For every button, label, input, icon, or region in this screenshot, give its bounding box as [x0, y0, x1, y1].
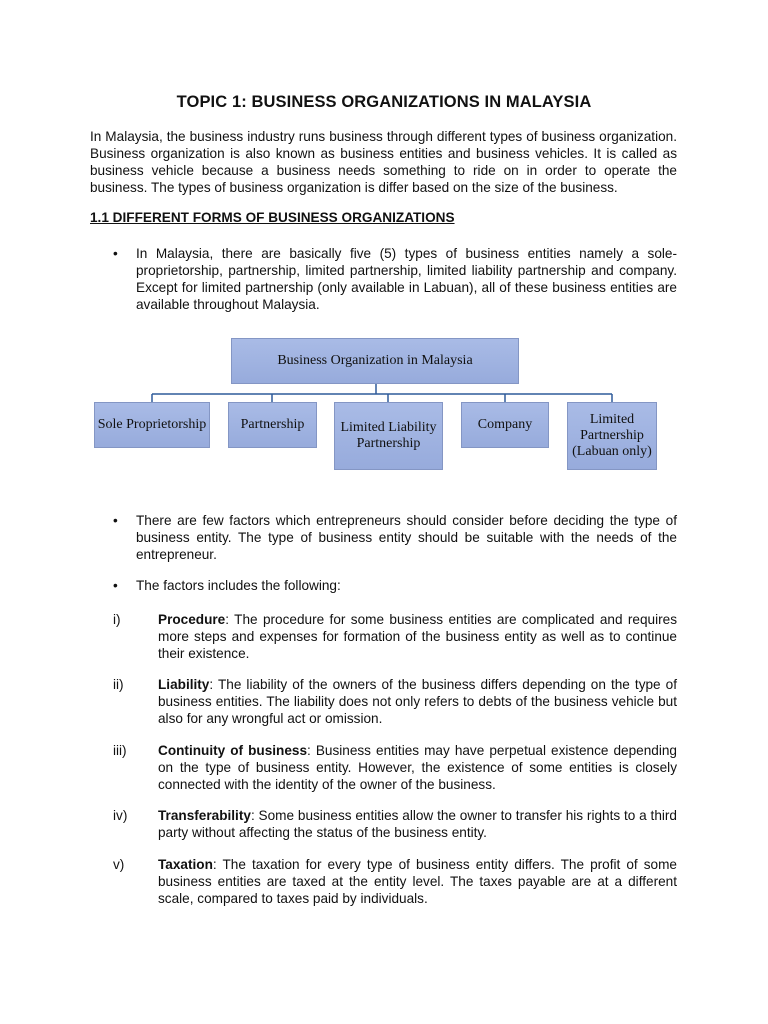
diagram-root-box: Business Organization in Malaysia: [231, 338, 519, 384]
factor-term: Procedure: [158, 612, 226, 627]
bullet-text: There are few factors which entrepreneurs should consider before deciding the type of business entity. The type of business entity should be suitable with the needs of the entrepreneur.: [136, 513, 677, 562]
factor-number: i): [113, 612, 121, 627]
bullet-text: In Malaysia, there are basically five (5) types of business entities namely a sole-proprietorship, partnership, limited partnership, limited liability partnership and company. Except for limited partnership (only available in Labuan), all of these business entities are available throughout Malaysia.: [136, 246, 677, 312]
diagram-box-sole-proprietorship: Sole Proprietorship: [94, 402, 210, 448]
factor-text: Some business entities allow the owner to transfer his rights to a third party without affecting the status of the business entity.: [158, 808, 677, 840]
factor-text: The procedure for some business entities are complicated and requires more steps and expenses for formation of the business entity as well as to continue their existence.: [158, 612, 677, 661]
factor-term: Continuity of business: [158, 743, 308, 758]
factor-term: Taxation: [158, 857, 213, 872]
bullet-marker: •: [113, 513, 118, 528]
factor-item: v) Taxation: The taxation for every type of business entity differs. The profit of some business entities are taxed at the entity level. The taxes payable are at a different scale, compared to taxes paid by individuals.: [113, 857, 677, 906]
section-heading: 1.1 DIFFERENT FORMS OF BUSINESS ORGANIZATIONS: [90, 210, 455, 225]
page-title: TOPIC 1: BUSINESS ORGANIZATIONS IN MALAYSIA: [176, 93, 592, 111]
bullet-text: The factors includes the following:: [136, 578, 341, 593]
diagram-box-partnership: Partnership: [228, 402, 317, 448]
bullet-item: [113, 512, 677, 563]
factor-item: iii) Continuity of business: Business entities may have perpetual existence depending on the type of business entity. However, the existence of some entities is closely connected with the identity of the owner of the business.: [113, 743, 677, 792]
factor-term: Transferability: [158, 808, 251, 823]
intro-paragraph: In Malaysia, the business industry runs business through different types of business organization. Business organization is also known as business entities and business vehicles. It is called as business vehicle because a business needs something to ride on in order to operate the business. The types of business organization is differ based on the size of the business.: [90, 129, 677, 195]
factor-number: ii): [113, 677, 124, 692]
factor-item: iv) Transferability: Some business entities allow the owner to transfer his rights to a third party without affecting the status of the business entity.: [113, 808, 677, 840]
bullet-item: [113, 245, 677, 313]
factor-item: i) Procedure: The procedure for some business entities are complicated and requires more steps and expenses for formation of the business entity as well as to continue their existence.: [113, 612, 677, 661]
diagram-box-company: Company: [461, 402, 549, 448]
bullet-marker: •: [113, 246, 118, 261]
bullet-item: [113, 577, 677, 594]
factor-text: Business entities may have perpetual existence depending on the type of business entity. However, the existence of some entities is closely connected with the identity of the owner of the business.: [158, 743, 677, 792]
factor-number: iv): [113, 808, 128, 823]
diagram-box-llp: Limited Liability Partnership: [334, 402, 443, 470]
factor-number: v): [113, 857, 125, 872]
factor-item: ii) Liability: The liability of the owners of the business differs depending on the type of business entities. The liability does not only refers to debts of the business vehicle but also for any wrongful act or omission.: [113, 677, 677, 726]
factor-text: The taxation for every type of business entity differs. The profit of some business entities are taxed at the entity level. The taxes payable are at a different scale, compared to taxes paid by individuals.: [158, 857, 677, 906]
diagram-box-limited-partnership: Limited Partnership (Labuan only): [567, 402, 657, 470]
factor-number: iii): [113, 743, 127, 758]
factor-text: The liability of the owners of the business differs depending on the type of business entities. The liability does not only refers to debts of the business vehicle but also for any wrongful act or omission.: [158, 677, 677, 726]
factor-term: Liability: [158, 677, 210, 692]
bullet-marker: •: [113, 578, 118, 593]
